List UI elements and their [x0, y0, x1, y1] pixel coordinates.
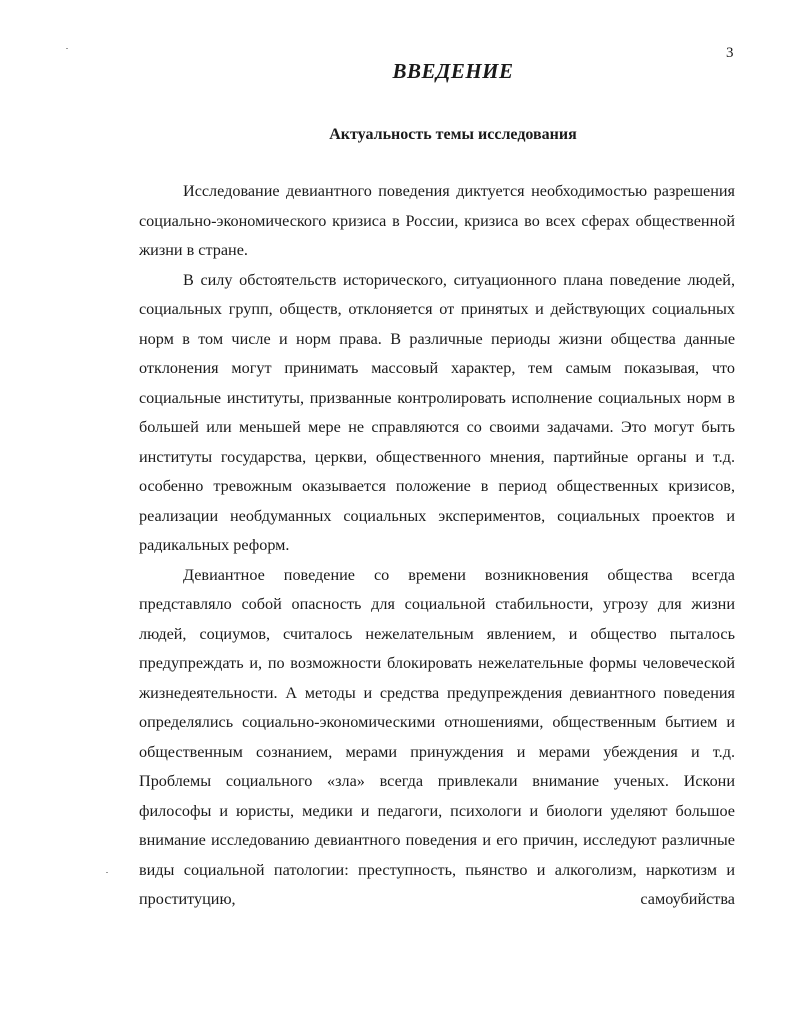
- paragraph: Девиантное поведение со времени возникновения общества всегда представляло собой опасность для социальной стабильности, угрозу для жизни людей, социумов, считалось нежелательным явлением, и общество пыталось предупреждать и, по возможности блокировать нежелательные формы человеческой жизнедеятельности. А методы и средства предупреждения девиантного поведения определялись социально-экономическими отношениями, общественным бытием и общественным сознанием, мерами принуждения и мерами убеждения и т.д. Проблемы социального «зла» всегда привлекали внимание ученых. Искони философы и юристы, медики и педагоги, психологи и биологи уделяют большое внимание исследованию девиантного поведения и его причин, исследуют различные виды социальной патологии: преступность, пьянство и алкоголизм, наркотизм и проституцию, самоубийства: [139, 565, 735, 908]
- paragraph: Исследование девиантного поведения диктуется необходимостью разрешения социально-экономического кризиса в России, кризиса во всех сферах общественной жизни в стране.: [139, 182, 735, 259]
- page-number: 3: [726, 45, 734, 61]
- section-title: Актуальность темы исследования: [329, 126, 577, 143]
- scan-speck: [106, 872, 108, 873]
- paragraph: В силу обстоятельств исторического, ситуационного плана поведение людей, социальных групп, обществ, отклоняется от принятых и действующих социальных норм в том числе и норм права. В различные периоды жизни общества данные отклонения могут принимать массовый характер, тем самым показывая, что социальные институты, призванные контролировать исполнение социальных норм в большей или меньшей мере не справляются со своими задачами. Это могут быть институты государства, церкви, общественного мнения, партийные органы и т.д. особенно тревожным оказывается положение в период общественных кризисов, реализации необдуманных социальных экспериментов, социальных проектов и радикальных реформ.: [139, 270, 735, 554]
- body-text: [139, 177, 735, 915]
- chapter-title: ВВЕДЕНИЕ: [392, 59, 514, 83]
- scan-speck: [66, 48, 68, 49]
